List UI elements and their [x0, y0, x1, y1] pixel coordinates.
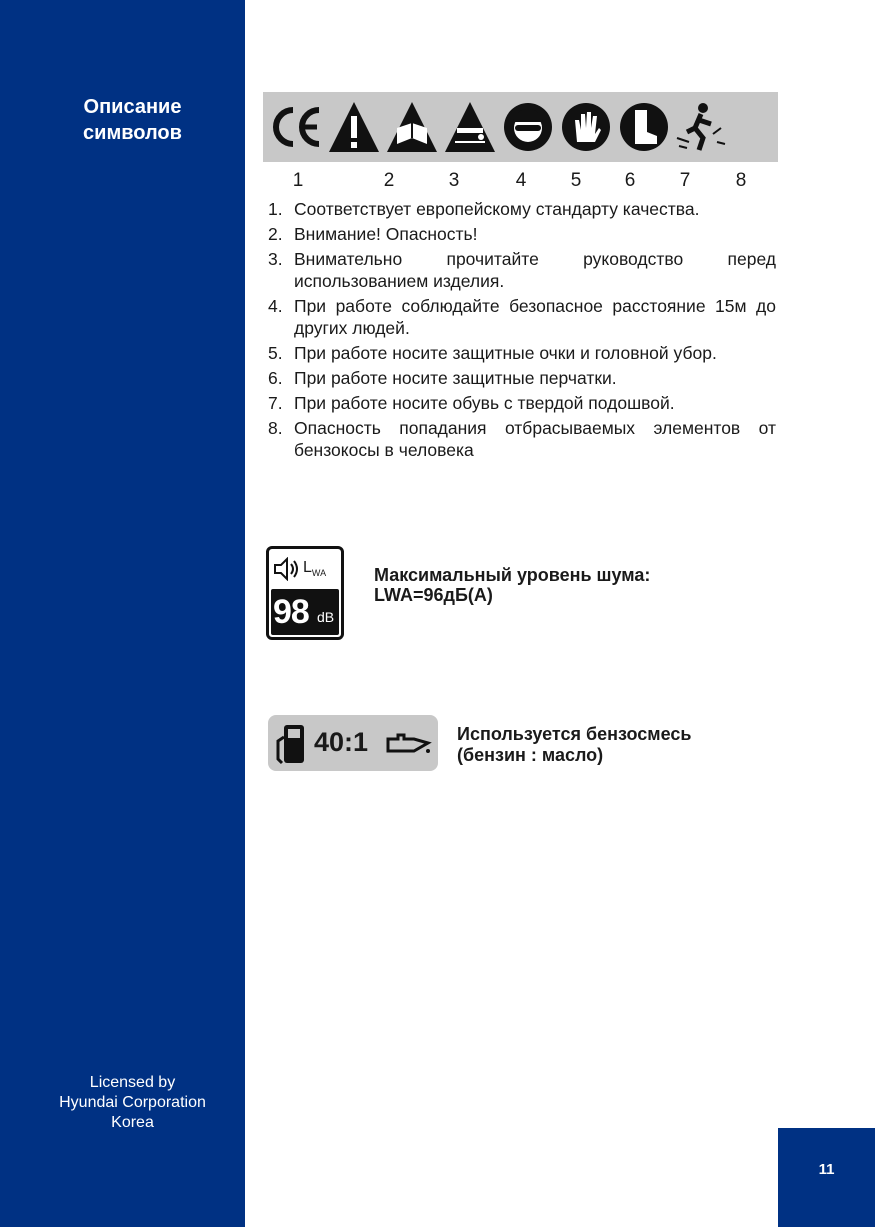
- read-manual-icon: [385, 98, 439, 156]
- license-line1: Licensed by: [89, 1074, 176, 1091]
- fuel-text-line1: Используется бензосмесь: [457, 724, 692, 744]
- page-number-box: [778, 1128, 875, 1227]
- warning-icon: [327, 98, 381, 156]
- item-text: Внимательно прочитайте руководство перед использованием изделия.: [294, 249, 776, 291]
- noise-label-top: [269, 549, 341, 589]
- list-item: [268, 295, 776, 339]
- item-number: 7.: [268, 393, 283, 413]
- eye-head-protection-icon: [501, 98, 555, 156]
- item-number: 1.: [268, 199, 283, 219]
- symbol-number: 3: [448, 170, 460, 191]
- item-number: 6.: [268, 368, 283, 388]
- list-item: [268, 198, 776, 220]
- item-text: Соответствует европейскому стандарту качества.: [294, 199, 700, 219]
- fuel-description: [457, 724, 691, 766]
- safe-distance-icon: [443, 98, 497, 156]
- noise-level-label: [266, 546, 344, 640]
- list-item: [268, 417, 776, 461]
- item-text: Внимание! Опасность!: [294, 224, 478, 244]
- item-text: При работе носите защитные перчатки.: [294, 368, 617, 388]
- noise-value: 98: [273, 593, 309, 631]
- fuel-ratio: 40:1: [314, 727, 369, 757]
- boots-icon: [617, 98, 671, 156]
- item-number: 4.: [268, 296, 283, 316]
- lwa-letter: L: [303, 559, 312, 576]
- license-line3: Korea: [111, 1114, 154, 1131]
- fuel-mix-label: [268, 715, 438, 771]
- fuel-pump-icon: [274, 723, 308, 765]
- gloves-icon: [559, 98, 613, 156]
- symbol-number: 7: [679, 170, 691, 191]
- noise-text-line1: Максимальный уровень шума:: [374, 565, 651, 585]
- symbol-number: 2: [383, 170, 395, 191]
- speaker-icon: [273, 557, 301, 581]
- symbol-number: 4: [515, 170, 527, 191]
- lwa-subscript: WA: [311, 568, 327, 579]
- symbol-strip: [263, 92, 778, 162]
- item-text: При работе соблюдайте безопасное расстояние 15м до других людей.: [294, 296, 776, 338]
- symbol-description-list: [268, 198, 776, 464]
- noise-unit: dB: [317, 609, 335, 625]
- section-title-line1: Описание: [83, 96, 182, 118]
- list-item: [268, 392, 776, 414]
- item-number: 8.: [268, 418, 283, 438]
- ce-mark-icon: [271, 98, 325, 156]
- thrown-objects-icon: [673, 98, 727, 156]
- item-number: 2.: [268, 224, 283, 244]
- symbol-number: 1: [292, 170, 304, 191]
- license-text: [0, 1073, 265, 1133]
- item-text: Опасность попадания отбрасываемых элементов от бензокосы в человека: [294, 418, 776, 460]
- item-number: 3.: [268, 249, 283, 269]
- sidebar: [0, 0, 245, 1227]
- symbol-number: 6: [624, 170, 636, 191]
- oil-can-icon: [384, 731, 432, 757]
- noise-value-panel: [271, 589, 339, 635]
- license-line2: Hyundai Corporation: [59, 1094, 206, 1111]
- symbol-number: 8: [735, 170, 747, 191]
- list-item: [268, 248, 776, 292]
- list-item: [268, 342, 776, 364]
- section-title-line2: символов: [83, 122, 182, 144]
- section-title: [0, 94, 265, 146]
- list-item: [268, 367, 776, 389]
- symbol-number-row: [263, 170, 778, 192]
- item-text: При работе носите обувь с твердой подошвой.: [294, 393, 675, 413]
- lwa-label: [303, 559, 326, 578]
- symbol-number: 5: [570, 170, 582, 191]
- fuel-text-line2: (бензин : масло): [457, 745, 604, 765]
- noise-text-line2: LWA=96дБ(А): [374, 585, 493, 605]
- page-number: 11: [818, 1161, 835, 1178]
- noise-description: [374, 565, 650, 605]
- list-item: [268, 223, 776, 245]
- item-number: 5.: [268, 343, 283, 363]
- item-text: При работе носите защитные очки и головной убор.: [294, 343, 717, 363]
